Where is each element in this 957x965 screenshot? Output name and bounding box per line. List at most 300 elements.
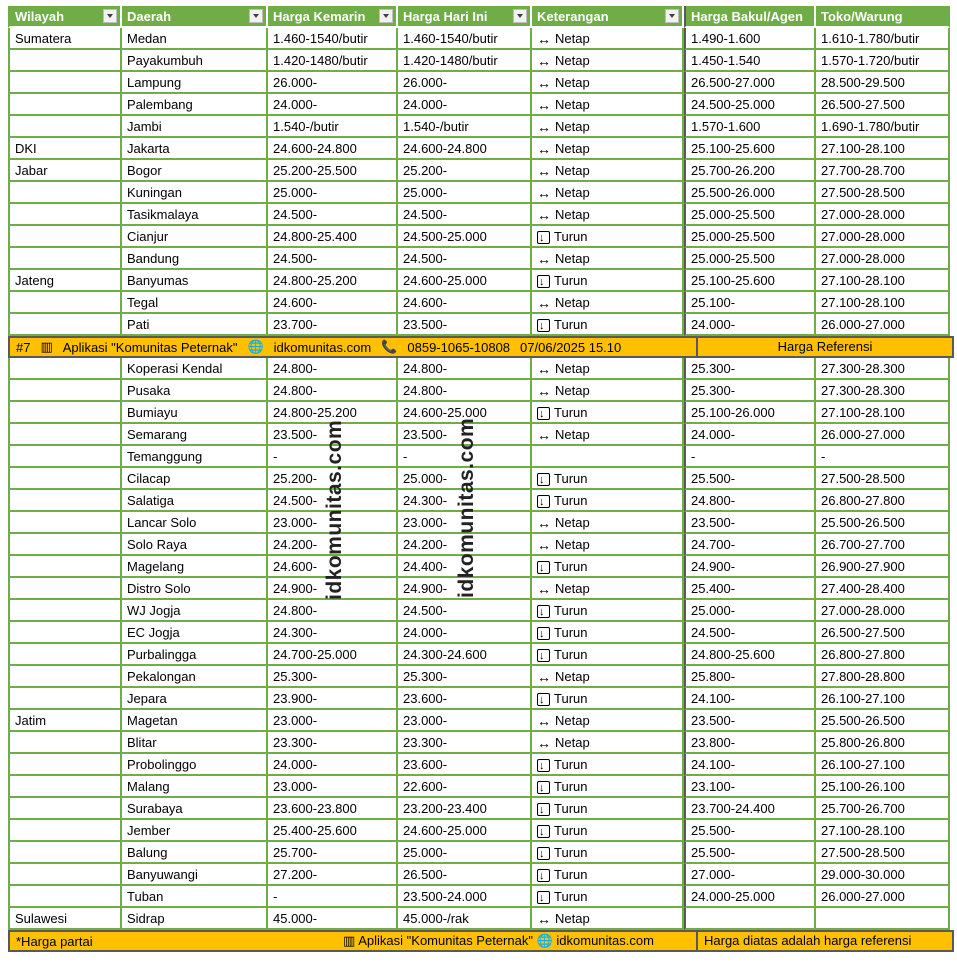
col-harga-hari-ini-cell: 25.300- bbox=[398, 666, 532, 688]
price-sheet-bottom bbox=[8, 358, 954, 930]
arrow-left-right-icon: ↔ bbox=[537, 361, 551, 377]
col-wilayah-cell bbox=[8, 732, 122, 754]
col-harga-bakul-cell: 23.500- bbox=[684, 710, 816, 732]
header-label: Harga Kemarin bbox=[273, 9, 366, 24]
arrow-left-right-icon: ↔ bbox=[537, 735, 551, 751]
status-text: Turun bbox=[554, 867, 588, 882]
table-row bbox=[8, 204, 954, 226]
status-text: Netap bbox=[555, 735, 590, 750]
col-wilayah-cell bbox=[8, 600, 122, 622]
col-harga-bakul-cell: 23.100- bbox=[684, 776, 816, 798]
arrow-left-right-icon: ↔ bbox=[537, 75, 551, 91]
table-row bbox=[8, 424, 954, 446]
col-wilayah-cell bbox=[8, 556, 122, 578]
table-row bbox=[8, 578, 954, 600]
col-keterangan-cell bbox=[532, 490, 684, 512]
col-harga-hari-ini-cell: 25.000- bbox=[398, 468, 532, 490]
col-harga-bakul-cell: 1.450-1.540 bbox=[684, 50, 816, 72]
col-daerah-cell: Pusaka bbox=[122, 380, 268, 402]
table-row bbox=[8, 226, 954, 248]
col-harga-kemarin-cell: 25.200-25.500 bbox=[268, 160, 398, 182]
col-daerah-cell: Palembang bbox=[122, 94, 268, 116]
arrow-left-right-icon: ↔ bbox=[537, 669, 551, 685]
table-bottom bbox=[8, 358, 954, 930]
col-harga-hari-ini-cell: 24.800- bbox=[398, 380, 532, 402]
col-harga-bakul-cell: 25.000-25.500 bbox=[684, 204, 816, 226]
table-row bbox=[8, 556, 954, 578]
col-wilayah-cell bbox=[8, 666, 122, 688]
col-keterangan-cell bbox=[532, 292, 684, 314]
col-harga-kemarin-cell: 24.700-25.000 bbox=[268, 644, 398, 666]
footer-ref-note: Harga diatas adalah harga referensi bbox=[696, 932, 952, 950]
col-daerah-cell: Koperasi Kendal bbox=[122, 358, 268, 380]
status-text: Netap bbox=[555, 31, 590, 46]
banner-num: #7 bbox=[16, 339, 31, 355]
filter-dropdown-icon[interactable] bbox=[249, 9, 263, 23]
col-harga-bakul-cell: 24.700- bbox=[684, 534, 816, 556]
table-row bbox=[8, 622, 954, 644]
col-daerah-cell: Cianjur bbox=[122, 226, 268, 248]
col-harga-hari-ini-cell: 25.000- bbox=[398, 182, 532, 204]
col-harga-kemarin-cell: 24.800-25.200 bbox=[268, 270, 398, 292]
arrow-left-right-icon: ↔ bbox=[537, 581, 551, 597]
col-toko-warung-cell: 26.900-27.900 bbox=[816, 556, 950, 578]
col-daerah-cell: Pati bbox=[122, 314, 268, 336]
col-harga-hari-ini-cell: 23.500-24.000 bbox=[398, 886, 532, 908]
col-harga-bakul-cell: 25.800- bbox=[684, 666, 816, 688]
col-keterangan-cell bbox=[532, 204, 684, 226]
status-netap bbox=[537, 514, 590, 532]
header-label: Daerah bbox=[127, 9, 172, 24]
col-keterangan-cell bbox=[532, 380, 684, 402]
col-harga-bakul-cell: 1.490-1.600 bbox=[684, 28, 816, 50]
col-keterangan-cell bbox=[532, 776, 684, 798]
arrow-down-box-icon bbox=[537, 649, 550, 662]
status-netap bbox=[537, 162, 590, 180]
status-turun bbox=[537, 470, 587, 488]
status-text: Turun bbox=[554, 229, 588, 244]
col-wilayah-cell: Jabar bbox=[8, 160, 122, 182]
col-harga-bakul-cell: 27.000- bbox=[684, 864, 816, 886]
col-keterangan-header[interactable] bbox=[532, 6, 684, 28]
price-sheet bbox=[8, 6, 954, 336]
watermark: idkomunitas.com bbox=[323, 419, 346, 600]
status-netap bbox=[537, 74, 590, 92]
status-netap bbox=[537, 140, 590, 158]
col-harga-hari-ini-cell: 24.400- bbox=[398, 556, 532, 578]
col-harga-hari-ini-cell: 23.300- bbox=[398, 732, 532, 754]
status-turun bbox=[537, 822, 587, 840]
col-harga-bakul-cell: 23.500- bbox=[684, 512, 816, 534]
table-row bbox=[8, 732, 954, 754]
col-keterangan-cell bbox=[532, 160, 684, 182]
col-toko-warung-header bbox=[816, 6, 950, 28]
status-netap bbox=[537, 382, 590, 400]
col-daerah-cell: Blitar bbox=[122, 732, 268, 754]
arrow-down-box-icon bbox=[537, 759, 550, 772]
watermark: idkomunitas.com bbox=[455, 417, 478, 598]
status-text: Netap bbox=[555, 207, 590, 222]
col-harga-kemarin-cell: 24.800- bbox=[268, 600, 398, 622]
col-keterangan-cell bbox=[532, 600, 684, 622]
col-toko-warung-cell: 27.700-28.700 bbox=[816, 160, 950, 182]
col-harga-kemarin-cell: - bbox=[268, 446, 398, 468]
col-wilayah-cell bbox=[8, 314, 122, 336]
table-row bbox=[8, 28, 954, 50]
col-toko-warung-cell: 25.700-26.700 bbox=[816, 798, 950, 820]
status-text: Turun bbox=[554, 757, 588, 772]
col-harga-kemarin-cell: 24.000- bbox=[268, 754, 398, 776]
table-row bbox=[8, 402, 954, 424]
col-keterangan-cell bbox=[532, 754, 684, 776]
col-daerah-cell: Tasikmalaya bbox=[122, 204, 268, 226]
col-toko-warung-cell: 27.000-28.000 bbox=[816, 226, 950, 248]
status-turun bbox=[537, 866, 587, 884]
col-daerah-cell: Jember bbox=[122, 820, 268, 842]
col-harga-kemarin-cell: 23.300- bbox=[268, 732, 398, 754]
col-wilayah-cell bbox=[8, 798, 122, 820]
col-daerah-cell: Salatiga bbox=[122, 490, 268, 512]
col-harga-hari-ini-cell: 24.500- bbox=[398, 600, 532, 622]
filter-dropdown-icon[interactable] bbox=[513, 9, 527, 23]
col-wilayah-cell: Sumatera bbox=[8, 28, 122, 50]
arrow-left-right-icon: ↔ bbox=[537, 185, 551, 201]
col-harga-bakul-cell: 25.700-26.200 bbox=[684, 160, 816, 182]
col-toko-warung-cell: 1.690-1.780/butir bbox=[816, 116, 950, 138]
col-keterangan-cell bbox=[532, 270, 684, 292]
info-banner bbox=[8, 336, 954, 358]
status-text: Turun bbox=[554, 647, 588, 662]
col-daerah-cell: Tuban bbox=[122, 886, 268, 908]
status-text: Netap bbox=[555, 383, 590, 398]
filter-dropdown-icon[interactable] bbox=[103, 9, 117, 23]
arrow-left-right-icon: ↔ bbox=[537, 515, 551, 531]
col-harga-kemarin-cell: 24.600- bbox=[268, 292, 398, 314]
col-toko-warung-cell: 29.000-30.000 bbox=[816, 864, 950, 886]
col-harga-kemarin-cell: 24.600-24.800 bbox=[268, 138, 398, 160]
status-text: Turun bbox=[554, 801, 588, 816]
arrow-left-right-icon: ↔ bbox=[537, 163, 551, 179]
arrow-left-right-icon: ↔ bbox=[537, 141, 551, 157]
col-daerah-cell: Purbalingga bbox=[122, 644, 268, 666]
col-harga-kemarin-cell: 1.540-/butir bbox=[268, 116, 398, 138]
col-harga-hari-ini-cell: 24.600-25.000 bbox=[398, 270, 532, 292]
col-wilayah-cell bbox=[8, 512, 122, 534]
table-row bbox=[8, 666, 954, 688]
col-toko-warung-cell: 26.700-27.700 bbox=[816, 534, 950, 556]
col-daerah-cell: EC Jogja bbox=[122, 622, 268, 644]
table-row bbox=[8, 886, 954, 908]
table-row bbox=[8, 908, 954, 930]
col-daerah-cell: Temanggung bbox=[122, 446, 268, 468]
status-text: Turun bbox=[554, 471, 588, 486]
col-harga-hari-ini-cell: 24.600-25.000 bbox=[398, 402, 532, 424]
col-toko-warung-cell: 25.100-26.100 bbox=[816, 776, 950, 798]
col-daerah-cell: Jambi bbox=[122, 116, 268, 138]
arrow-left-right-icon: ↔ bbox=[537, 713, 551, 729]
col-harga-hari-ini-cell: 22.600- bbox=[398, 776, 532, 798]
banner-phone: 0859-1065-10808 bbox=[407, 339, 511, 355]
col-daerah-cell: Jakarta bbox=[122, 138, 268, 160]
status-text: Netap bbox=[555, 669, 590, 684]
col-wilayah-cell bbox=[8, 578, 122, 600]
arrow-down-box-icon bbox=[537, 627, 550, 640]
col-wilayah-cell bbox=[8, 754, 122, 776]
footer-site: idkomunitas.com bbox=[556, 933, 654, 948]
col-harga-hari-ini-header[interactable] bbox=[398, 6, 532, 28]
col-harga-kemarin-cell: 23.900- bbox=[268, 688, 398, 710]
col-harga-bakul-cell: 24.100- bbox=[684, 688, 816, 710]
col-daerah-cell: Payakumbuh bbox=[122, 50, 268, 72]
col-toko-warung-cell: 28.500-29.500 bbox=[816, 72, 950, 94]
col-harga-kemarin-cell: 24.000- bbox=[268, 94, 398, 116]
col-daerah-cell: Distro Solo bbox=[122, 578, 268, 600]
col-harga-bakul-cell: 25.000-25.500 bbox=[684, 248, 816, 270]
globe-icon: 🌐 bbox=[536, 933, 553, 948]
col-harga-hari-ini-cell: 24.500- bbox=[398, 248, 532, 270]
status-text: Turun bbox=[554, 273, 588, 288]
table-row bbox=[8, 358, 954, 380]
arrow-left-right-icon: ↔ bbox=[537, 53, 551, 69]
status-text: Turun bbox=[554, 779, 588, 794]
col-wilayah-cell bbox=[8, 864, 122, 886]
col-harga-bakul-header bbox=[684, 6, 816, 28]
filter-dropdown-icon[interactable] bbox=[665, 9, 679, 23]
table-row bbox=[8, 248, 954, 270]
col-harga-bakul-cell: 25.100- bbox=[684, 292, 816, 314]
col-toko-warung-cell: 26.000-27.000 bbox=[816, 424, 950, 446]
col-keterangan-cell bbox=[532, 358, 684, 380]
col-keterangan-cell bbox=[532, 644, 684, 666]
col-harga-hari-ini-cell: 23.500- bbox=[398, 424, 532, 446]
col-harga-hari-ini-cell: 1.460-1540/butir bbox=[398, 28, 532, 50]
arrow-down-box-icon bbox=[537, 803, 550, 816]
status-netap bbox=[537, 30, 590, 48]
status-turun bbox=[537, 404, 587, 422]
col-daerah-cell: Tegal bbox=[122, 292, 268, 314]
col-harga-bakul-cell: 25.500- bbox=[684, 468, 816, 490]
arrow-left-right-icon: ↔ bbox=[537, 383, 551, 399]
col-toko-warung-cell: 27.400-28.400 bbox=[816, 578, 950, 600]
col-toko-warung-cell: 1.570-1.720/butir bbox=[816, 50, 950, 72]
status-netap bbox=[537, 734, 590, 752]
col-daerah-cell: Banyumas bbox=[122, 270, 268, 292]
status-text: Turun bbox=[554, 559, 588, 574]
col-harga-hari-ini-cell: 25.200- bbox=[398, 160, 532, 182]
status-netap bbox=[537, 712, 590, 730]
arrow-left-right-icon: ↔ bbox=[537, 537, 551, 553]
banner-ref: Harga Referensi bbox=[696, 338, 952, 356]
col-keterangan-cell bbox=[532, 622, 684, 644]
col-harga-bakul-cell: 24.000- bbox=[684, 314, 816, 336]
status-turun bbox=[537, 492, 587, 510]
arrow-down-box-icon bbox=[537, 319, 550, 332]
col-harga-hari-ini-cell: 24.500- bbox=[398, 204, 532, 226]
col-toko-warung-cell: 27.100-28.100 bbox=[816, 270, 950, 292]
status-netap bbox=[537, 910, 590, 928]
col-harga-hari-ini-cell: 24.600-24.800 bbox=[398, 138, 532, 160]
arrow-down-box-icon bbox=[537, 781, 550, 794]
col-toko-warung-cell: 26.500-27.500 bbox=[816, 622, 950, 644]
col-wilayah-cell bbox=[8, 534, 122, 556]
col-toko-warung-cell: 26.100-27.100 bbox=[816, 688, 950, 710]
status-turun bbox=[537, 272, 587, 290]
col-wilayah-header[interactable] bbox=[8, 6, 122, 28]
col-harga-bakul-cell: 24.000- bbox=[684, 424, 816, 446]
status-text: Netap bbox=[555, 361, 590, 376]
banner-left bbox=[10, 339, 696, 355]
col-toko-warung-cell: 27.500-28.500 bbox=[816, 842, 950, 864]
table-top bbox=[8, 28, 954, 336]
col-keterangan-cell bbox=[532, 710, 684, 732]
col-daerah-cell: Cilacap bbox=[122, 468, 268, 490]
status-netap bbox=[537, 184, 590, 202]
col-keterangan-cell bbox=[532, 666, 684, 688]
col-harga-kemarin-cell: 24.800- bbox=[268, 380, 398, 402]
col-toko-warung-cell: 27.100-28.100 bbox=[816, 402, 950, 424]
col-harga-kemarin-cell: 25.200- bbox=[268, 468, 398, 490]
col-harga-kemarin-cell: - bbox=[268, 886, 398, 908]
col-keterangan-cell bbox=[532, 72, 684, 94]
arrow-left-right-icon: ↔ bbox=[537, 251, 551, 267]
col-harga-kemarin-cell: 24.500- bbox=[268, 490, 398, 512]
col-daerah-cell: Probolinggo bbox=[122, 754, 268, 776]
col-toko-warung-cell: 27.300-28.300 bbox=[816, 358, 950, 380]
header-label: Toko/Warung bbox=[821, 9, 903, 24]
col-harga-kemarin-cell: 45.000- bbox=[268, 908, 398, 930]
col-harga-hari-ini-cell: 23.600- bbox=[398, 688, 532, 710]
col-wilayah-cell bbox=[8, 292, 122, 314]
col-keterangan-cell bbox=[532, 446, 684, 468]
col-harga-hari-ini-cell: 24.800- bbox=[398, 358, 532, 380]
col-keterangan-cell bbox=[532, 842, 684, 864]
arrow-left-right-icon: ↔ bbox=[537, 911, 551, 927]
col-daerah-cell: Bandung bbox=[122, 248, 268, 270]
table-row bbox=[8, 72, 954, 94]
col-wilayah-cell bbox=[8, 50, 122, 72]
col-toko-warung-cell: 27.100-28.100 bbox=[816, 292, 950, 314]
status-text: Turun bbox=[554, 405, 588, 420]
col-keterangan-cell bbox=[532, 798, 684, 820]
col-toko-warung-cell: 27.300-28.300 bbox=[816, 380, 950, 402]
table-row bbox=[8, 710, 954, 732]
status-text: Turun bbox=[554, 493, 588, 508]
status-netap bbox=[537, 206, 590, 224]
col-harga-bakul-cell: 25.100-25.600 bbox=[684, 138, 816, 160]
col-keterangan-cell bbox=[532, 138, 684, 160]
col-harga-bakul-cell: 25.500-26.000 bbox=[684, 182, 816, 204]
status-text: Netap bbox=[555, 911, 590, 926]
col-keterangan-cell bbox=[532, 688, 684, 710]
table-row bbox=[8, 688, 954, 710]
col-daerah-cell: Pekalongan bbox=[122, 666, 268, 688]
col-wilayah-cell bbox=[8, 776, 122, 798]
table-row bbox=[8, 644, 954, 666]
col-harga-kemarin-cell: 24.800- bbox=[268, 358, 398, 380]
col-toko-warung-cell: 25.500-26.500 bbox=[816, 710, 950, 732]
status-text: Netap bbox=[555, 713, 590, 728]
table-row bbox=[8, 94, 954, 116]
col-harga-bakul-cell: 24.800- bbox=[684, 490, 816, 512]
status-turun bbox=[537, 602, 587, 620]
header-row bbox=[8, 6, 954, 28]
col-daerah-cell: Malang bbox=[122, 776, 268, 798]
col-harga-hari-ini-cell: 24.000- bbox=[398, 622, 532, 644]
table-row bbox=[8, 842, 954, 864]
col-toko-warung-cell: 27.000-28.000 bbox=[816, 600, 950, 622]
col-wilayah-cell bbox=[8, 688, 122, 710]
col-harga-kemarin-cell: 1.460-1540/butir bbox=[268, 28, 398, 50]
status-text: Turun bbox=[554, 889, 588, 904]
status-netap bbox=[537, 250, 590, 268]
col-harga-bakul-cell: 25.000-25.500 bbox=[684, 226, 816, 248]
status-turun bbox=[537, 228, 587, 246]
arrow-down-box-icon bbox=[537, 891, 550, 904]
col-wilayah-cell: Sulawesi bbox=[8, 908, 122, 930]
col-daerah-cell: Banyuwangi bbox=[122, 864, 268, 886]
status-text: Netap bbox=[555, 581, 590, 596]
col-harga-bakul-cell bbox=[684, 908, 816, 930]
status-netap bbox=[537, 426, 590, 444]
col-keterangan-cell bbox=[532, 512, 684, 534]
col-harga-hari-ini-cell: 24.000- bbox=[398, 94, 532, 116]
table-row bbox=[8, 446, 954, 468]
col-daerah-cell: Semarang bbox=[122, 424, 268, 446]
arrow-down-box-icon bbox=[537, 847, 550, 860]
col-wilayah-cell bbox=[8, 358, 122, 380]
filter-dropdown-icon[interactable] bbox=[379, 9, 393, 23]
table-row bbox=[8, 776, 954, 798]
col-harga-hari-ini-cell: 23.600- bbox=[398, 754, 532, 776]
col-toko-warung-cell: 26.800-27.800 bbox=[816, 644, 950, 666]
col-harga-bakul-cell: 24.900- bbox=[684, 556, 816, 578]
col-harga-bakul-cell: 25.000- bbox=[684, 600, 816, 622]
status-text: Turun bbox=[554, 823, 588, 838]
table-row bbox=[8, 512, 954, 534]
col-daerah-header[interactable] bbox=[122, 6, 268, 28]
status-netap bbox=[537, 360, 590, 378]
col-harga-kemarin-cell: 23.700- bbox=[268, 314, 398, 336]
arrow-down-box-icon bbox=[537, 693, 550, 706]
col-harga-bakul-cell: 24.000-25.000 bbox=[684, 886, 816, 908]
col-harga-bakul-cell: 24.500-25.000 bbox=[684, 94, 816, 116]
col-harga-kemarin-cell: 24.800-25.400 bbox=[268, 226, 398, 248]
arrow-down-box-icon bbox=[537, 231, 550, 244]
col-harga-kemarin-header[interactable] bbox=[268, 6, 398, 28]
col-wilayah-cell bbox=[8, 490, 122, 512]
col-toko-warung-cell: 27.800-28.800 bbox=[816, 666, 950, 688]
col-harga-kemarin-cell: 24.600- bbox=[268, 556, 398, 578]
status-turun bbox=[537, 888, 587, 906]
phone-app-icon: ▥ bbox=[343, 933, 356, 948]
header-label: Keterangan bbox=[537, 9, 609, 24]
table-row bbox=[8, 864, 954, 886]
col-harga-kemarin-cell: 23.600-23.800 bbox=[268, 798, 398, 820]
col-toko-warung-cell: 26.100-27.100 bbox=[816, 754, 950, 776]
status-netap bbox=[537, 118, 590, 136]
status-turun bbox=[537, 778, 587, 796]
col-harga-kemarin-cell: 24.200- bbox=[268, 534, 398, 556]
status-text: Netap bbox=[555, 75, 590, 90]
col-harga-kemarin-cell: 24.900- bbox=[268, 578, 398, 600]
status-text: Turun bbox=[554, 691, 588, 706]
col-harga-kemarin-cell: 1.420-1480/butir bbox=[268, 50, 398, 72]
arrow-down-box-icon bbox=[537, 495, 550, 508]
arrow-left-right-icon: ↔ bbox=[537, 295, 551, 311]
status-text: Netap bbox=[555, 119, 590, 134]
col-harga-kemarin-cell: 23.000- bbox=[268, 710, 398, 732]
col-harga-bakul-cell: 24.800-25.600 bbox=[684, 644, 816, 666]
